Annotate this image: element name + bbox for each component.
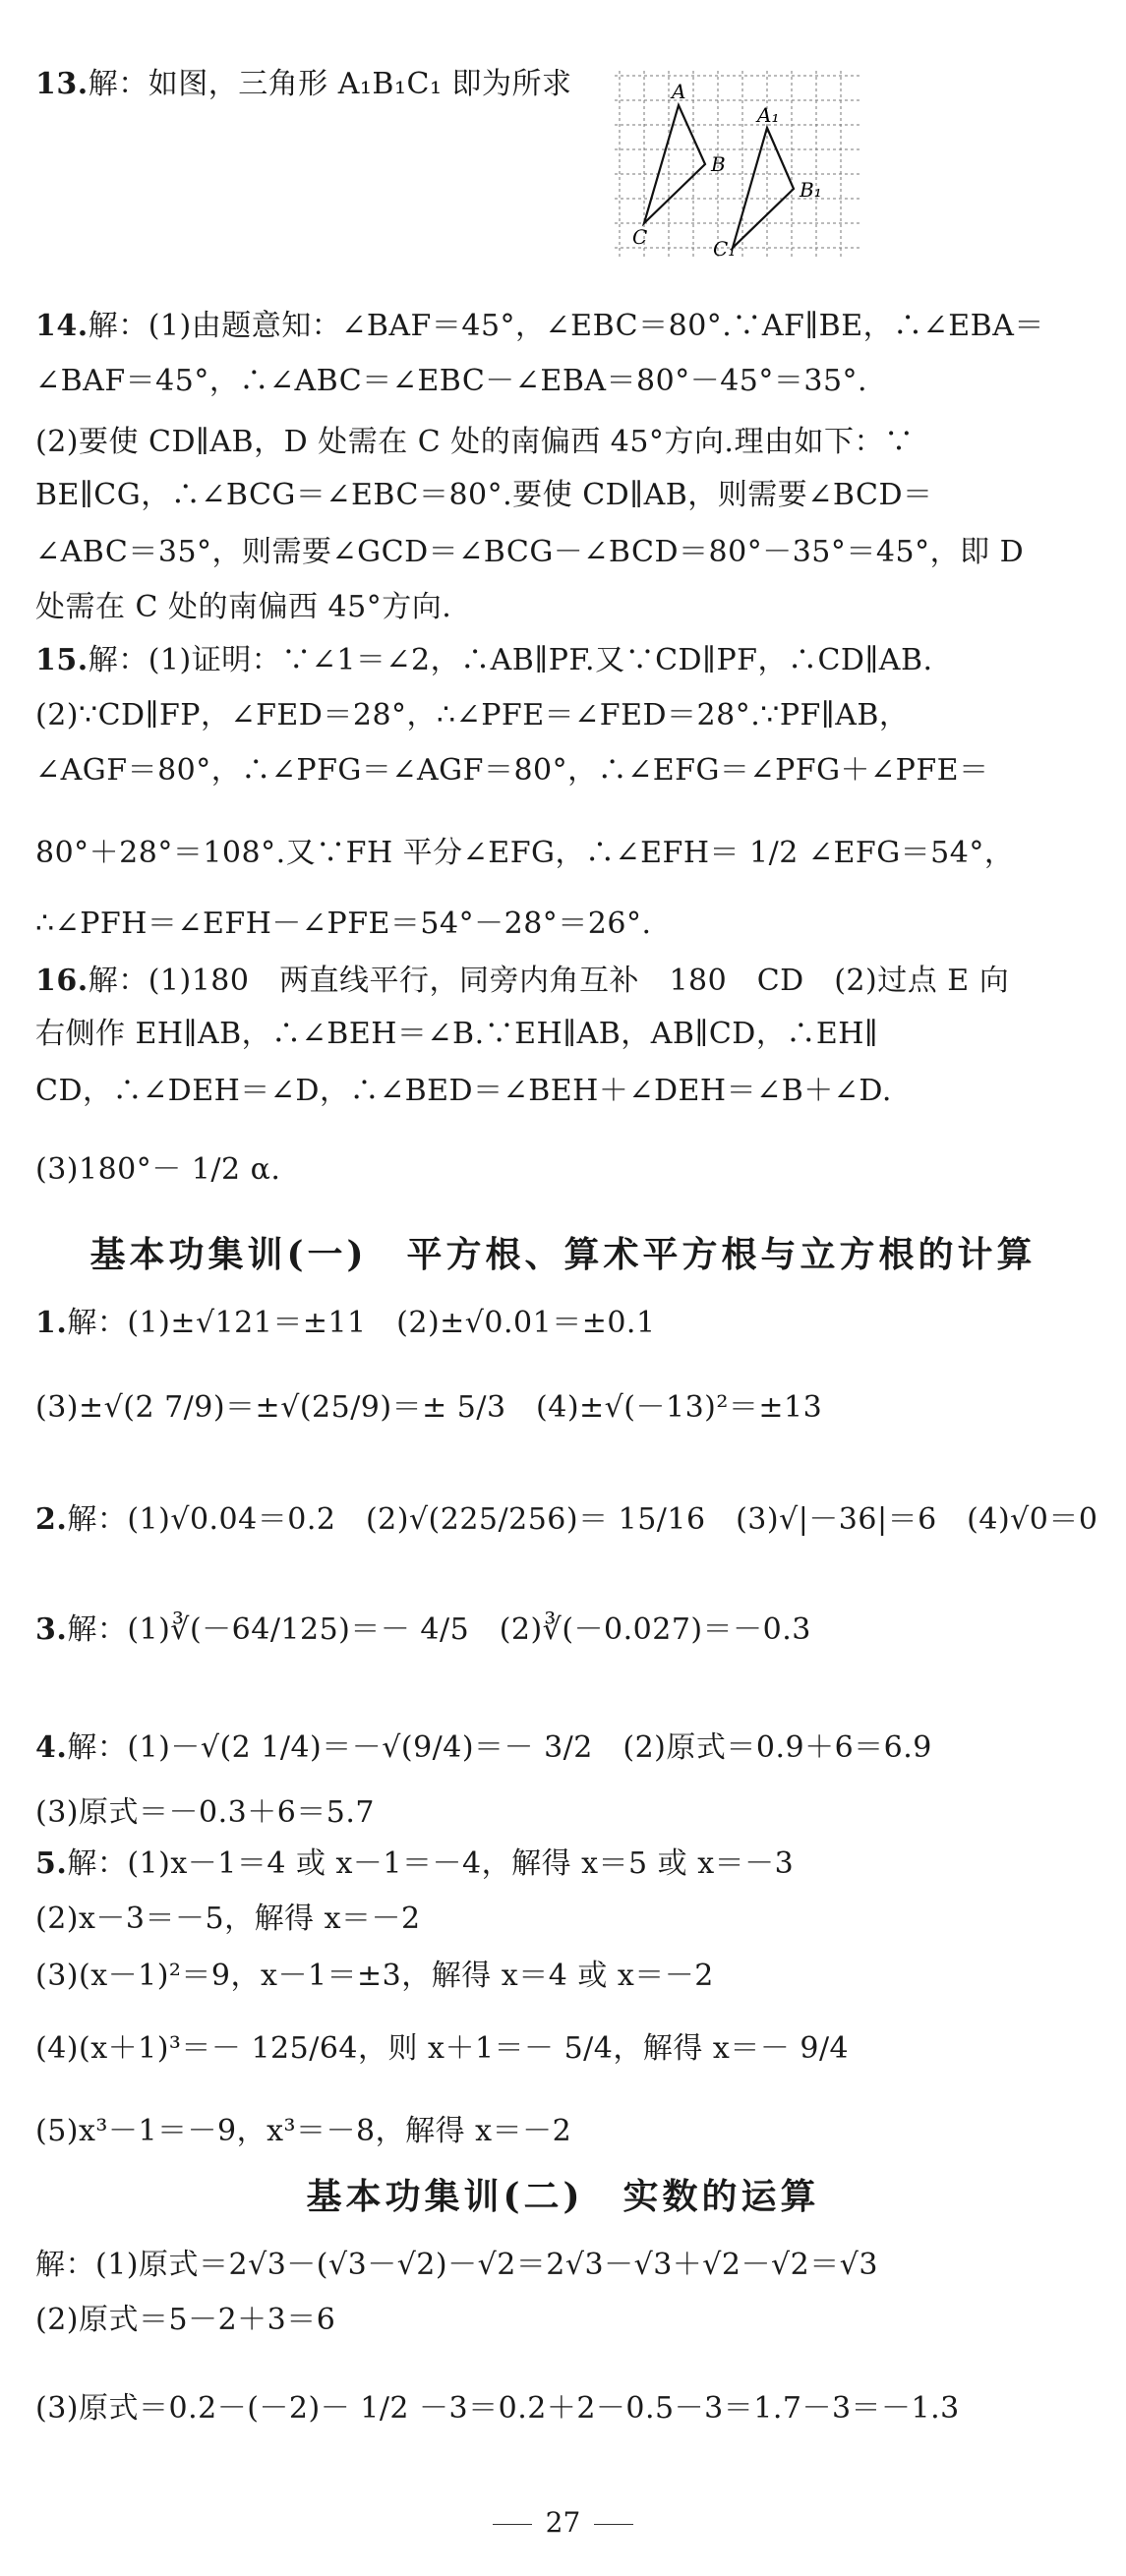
answer-line	[35, 1015, 1087, 1054]
answer-text: (2)∵CD∥FP，∠FED＝28°，∴∠PFE＝∠FED＝28°.∵PF∥AB，	[35, 698, 910, 732]
answer-line	[35, 2246, 1087, 2285]
section-heading: 基本功集训(一) 平方根、算术平方根与立方根的计算	[89, 1234, 1037, 1275]
answer-text: (3)原式＝－0.3＋6＝5.7	[35, 1795, 376, 1830]
answer-line	[35, 362, 1087, 401]
answer-text: (3)180°－ 1/2 α.	[35, 1152, 281, 1187]
problem-number: 13.	[35, 67, 89, 101]
dash-right	[594, 2524, 633, 2525]
answer-text: 解：如图，三角形 A₁B₁C₁ 即为所求	[88, 67, 572, 101]
answer-line	[35, 423, 1087, 462]
answer-text: ∠ABC＝35°，则需要∠GCD＝∠BCG－∠BCD＝80°－35°＝45°，即 D	[35, 535, 1025, 569]
answer-line	[35, 1304, 1087, 1343]
section-heading: 基本功集训(二) 实数的运算	[306, 2176, 820, 2217]
answer-text: 解：(1)－√(2 1/4)＝－√(9/4)＝－ 3/2 (2)原式＝0.9＋6＝6.9	[67, 1730, 932, 1765]
dash-left	[493, 2524, 532, 2525]
answer-line	[35, 1793, 1087, 1833]
label-c: C	[632, 225, 648, 249]
answer-text: ∠AGF＝80°，∴∠PFG＝∠AGF＝80°，∴∠EFG＝∠PFG＋∠PFE＝	[35, 753, 989, 788]
answer-text: 解：(1)±√121＝±11 (2)±√0.01＝±0.1	[67, 1306, 656, 1340]
answer-line	[35, 533, 1087, 572]
label-a: A	[672, 80, 686, 103]
answer-line	[35, 1957, 1087, 1996]
answer-line	[35, 2112, 1087, 2151]
answer-text: (3)(x－1)²＝9，x－1＝±3，解得 x＝4 或 x＝－2	[35, 1959, 714, 1993]
problem-number: 14.	[35, 309, 89, 343]
triangle-grid-figure	[615, 71, 860, 258]
problem-number: 2.	[35, 1502, 68, 1537]
answer-line	[35, 2389, 1087, 2429]
problem-number: 5.	[35, 1846, 68, 1881]
answer-text: 右侧作 EH∥AB，∴∠BEH＝∠B.∵EH∥AB，AB∥CD，∴EH∥	[35, 1017, 879, 1051]
answer-line	[35, 588, 1087, 627]
label-b: B	[711, 152, 726, 176]
answer-text: 解：(1)∛(－64/125)＝－ 4/5 (2)∛(－0.027)＝－0.3	[67, 1612, 811, 1647]
answer-text: 80°＋28°＝108°.又∵FH 平分∠EFG，∴∠EFH＝ 1/2 ∠EFG＝54°，	[35, 836, 1015, 870]
answer-line	[35, 1844, 1087, 1884]
problem-number: 1.	[35, 1306, 68, 1340]
answer-text: 解：(1)x－1＝4 或 x－1＝－4，解得 x＝5 或 x＝－3	[67, 1846, 795, 1881]
answer-line	[35, 2029, 1087, 2069]
answer-text: (4)(x＋1)³＝－ 125/64，则 x＋1＝－ 5/4，解得 x＝－ 9/4	[35, 2031, 850, 2066]
answer-text: (5)x³－1＝－9，x³＝－8，解得 x＝－2	[35, 2114, 572, 2148]
label-a1: A₁	[757, 103, 780, 127]
answer-line	[35, 1072, 1087, 1111]
problem-number: 15.	[35, 643, 89, 677]
answer-line	[35, 1150, 1087, 1190]
answer-text: (3)原式＝0.2－(－2)－ 1/2 －3＝0.2＋2－0.5－3＝1.7－3＝－1.3	[35, 2391, 960, 2426]
label-c1: C₁	[713, 237, 737, 258]
answer-line	[35, 1728, 1087, 1768]
answer-text: (2)要使 CD∥AB，D 处需在 C 处的南偏西 45°方向.理由如下：∵	[35, 425, 915, 459]
problem-number: 3.	[35, 1612, 68, 1647]
answer-text: ∴∠PFH＝∠EFH－∠PFE＝54°－28°＝26°.	[35, 907, 652, 941]
answer-text: 解：(1)证明：∵∠1＝∠2，∴AB∥PF.又∵CD∥PF，∴CD∥AB.	[88, 643, 933, 677]
page-number-text: 27	[545, 2506, 581, 2539]
page-number	[0, 2505, 1126, 2541]
answer-text: 解：(1)√0.04＝0.2 (2)√(225/256)＝ 15/16 (3)√|－36|＝6 (4)√0＝0	[67, 1502, 1098, 1537]
answer-line	[35, 1610, 1087, 1650]
answer-line	[35, 962, 1087, 1001]
answer-text: 解：(1)由题意知：∠BAF＝45°，∠EBC＝80°.∵AF∥BE，∴∠EBA＝	[88, 309, 1044, 343]
answer-text: 解：(1)180 两直线平行，同旁内角互补 180 CD (2)过点 E 向	[88, 964, 1010, 998]
triangle-a1b1c1	[733, 128, 794, 248]
answer-text: BE∥CG，∴∠BCG＝∠EBC＝80°.要使 CD∥AB，则需要∠BCD＝	[35, 478, 933, 512]
problem-number: 16.	[35, 964, 89, 998]
triangle-abc	[644, 105, 705, 223]
answer-line	[35, 834, 1087, 873]
answer-line	[35, 307, 1087, 346]
answer-line	[35, 751, 1087, 790]
answer-text: 处需在 C 处的南偏西 45°方向.	[35, 590, 452, 624]
answer-text: 解：(1)原式＝2√3－(√3－√2)－√2＝2√3－√3＋√2－√2＝√3	[35, 2248, 878, 2282]
answer-text: (2)x－3＝－5，解得 x＝－2	[35, 1902, 421, 1936]
answer-text: ∠BAF＝45°，∴∠ABC＝∠EBC－∠EBA＝80°－45°＝35°.	[35, 364, 868, 398]
answer-text: (2)原式＝5－2＋3＝6	[35, 2303, 336, 2337]
answer-line	[35, 1388, 1087, 1428]
answer-line	[35, 65, 1087, 104]
answer-line	[35, 476, 1087, 515]
answer-line	[35, 905, 1087, 944]
answer-line	[35, 641, 1087, 680]
answer-text: CD，∴∠DEH＝∠D，∴∠BED＝∠BEH＋∠DEH＝∠B＋∠D.	[35, 1074, 892, 1108]
problem-number: 4.	[35, 1730, 68, 1765]
answer-line	[35, 696, 1087, 735]
label-b1: B₁	[800, 178, 822, 202]
answer-line	[35, 1500, 1098, 1540]
answer-text: (3)±√(2 7/9)＝±√(25/9)＝± 5/3 (4)±√(－13)²＝±13	[35, 1390, 823, 1425]
answer-line	[35, 1900, 1087, 1939]
answer-line	[35, 2301, 1087, 2340]
